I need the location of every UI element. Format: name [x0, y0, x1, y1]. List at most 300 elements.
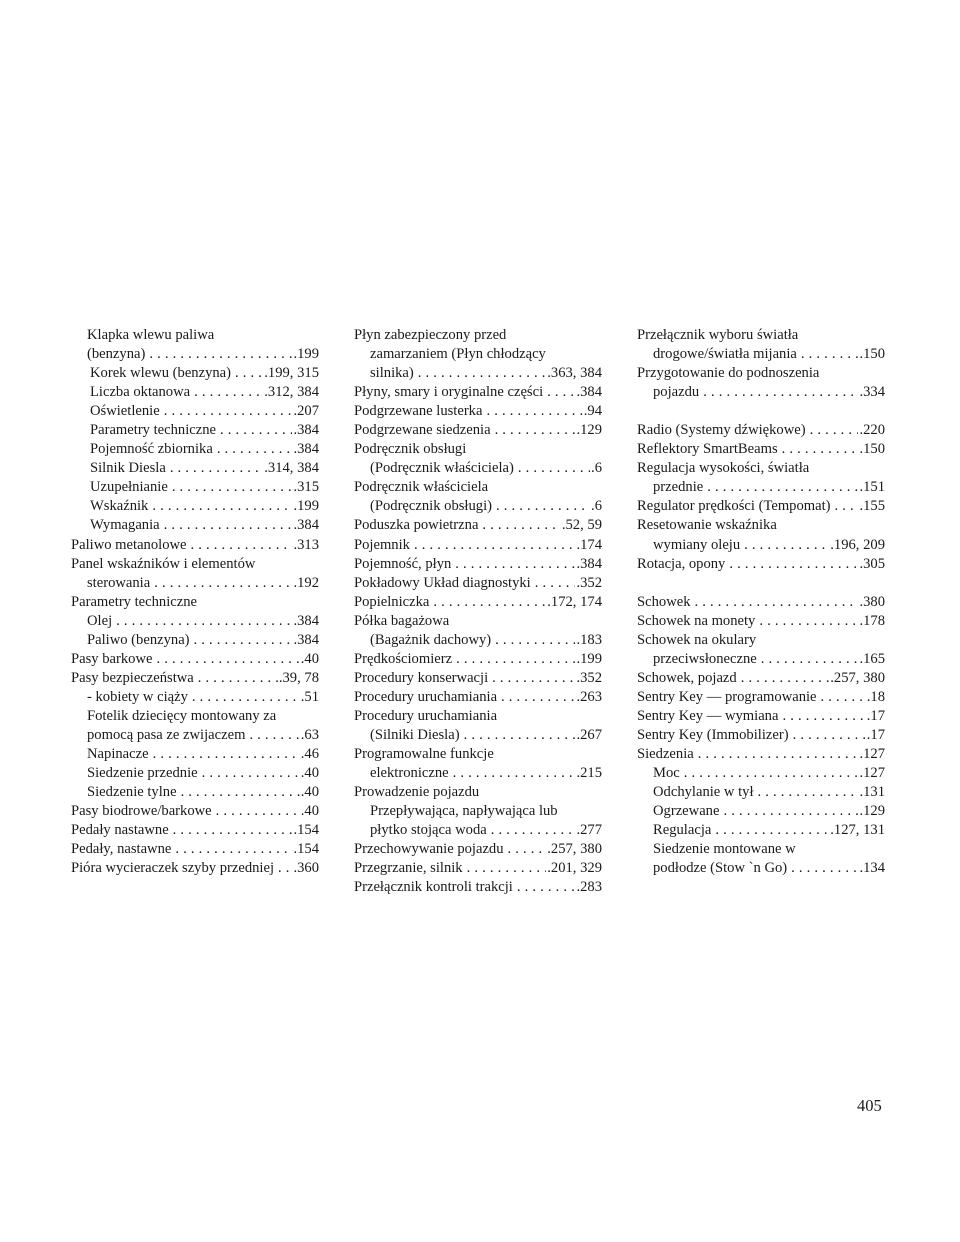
index-entry: [354, 478, 602, 497]
entry-term: Reflektory SmartBeams: [637, 441, 778, 458]
leader-dots: [220, 421, 292, 440]
entry-page-ref: .199: [293, 498, 319, 515]
entry-term: Schowek na monety: [637, 612, 756, 629]
index-entry: [354, 364, 602, 383]
index-entry: [71, 726, 319, 745]
leader-dots: [202, 764, 300, 783]
index-entry: [354, 669, 602, 688]
entry-page-ref: .131: [859, 784, 885, 801]
entry-page-ref: .18: [866, 688, 885, 705]
index-entry: [354, 688, 602, 707]
entry-page-ref: .6: [591, 498, 602, 515]
leader-dots: [172, 478, 293, 497]
leader-dots: [192, 688, 300, 707]
leader-dots: [821, 688, 866, 707]
entry-page-ref: .305: [859, 555, 885, 572]
index-entry: [354, 402, 602, 421]
entry-page-ref: .384: [293, 612, 319, 629]
leader-dots: [116, 612, 292, 631]
entry-term: - kobiety w ciąży: [87, 688, 188, 705]
entry-page-ref: .192: [293, 574, 319, 591]
entry-page-ref: .334: [859, 384, 885, 401]
entry-page-ref: .312, 384: [264, 384, 319, 401]
entry-page-ref: .6: [591, 460, 602, 477]
index-entry: [354, 859, 602, 878]
entry-term: Procedury uruchamiania: [354, 688, 498, 705]
entry-term: Odchylanie w tył: [653, 784, 754, 801]
leader-dots: [482, 516, 560, 535]
index-entry: [71, 574, 319, 593]
entry-page-ref: .215: [576, 765, 602, 782]
index-entry: [354, 555, 602, 574]
entry-term: płytko stojąca woda: [370, 822, 487, 839]
index-entry: [71, 383, 319, 402]
index-entry: [71, 421, 319, 440]
entry-term: Procedury konserwacji: [354, 669, 489, 686]
leader-dots: [154, 574, 292, 593]
index-entry: [354, 345, 602, 364]
leader-dots: [495, 421, 576, 440]
index-entry: [637, 421, 885, 440]
index-entry: [71, 859, 319, 878]
entry-page-ref: .196, 209: [830, 536, 885, 553]
entry-term: Programowalne funkcje: [354, 746, 494, 763]
leader-dots: [216, 802, 300, 821]
leader-dots: [547, 383, 575, 402]
leader-dots: [518, 459, 590, 478]
entry-page-ref: .220: [859, 422, 885, 439]
entry-page-ref: .165: [859, 650, 885, 667]
entry-term: wymiany oleju: [653, 536, 741, 553]
index-entry: [637, 516, 885, 535]
leader-dots: [810, 421, 859, 440]
entry-page-ref: .129: [576, 422, 602, 439]
index-entry: [354, 536, 602, 555]
index-entry: [637, 783, 885, 802]
entry-page-ref: .127: [859, 746, 885, 763]
entry-page-ref: .174: [576, 536, 602, 553]
index-entry: [637, 840, 885, 859]
entry-page-ref: .384: [293, 517, 319, 534]
index-entry: [637, 764, 885, 783]
entry-page-ref: .154: [293, 822, 319, 839]
entry-term: Płyn zabezpieczony przed: [354, 327, 507, 343]
entry-page-ref: .63: [300, 726, 319, 743]
entry-term: Panel wskaźników i elementów: [71, 555, 256, 572]
entry-page-ref: .315: [293, 479, 319, 496]
leader-dots: [170, 459, 263, 478]
leader-dots: [782, 707, 865, 726]
index-entry: [637, 745, 885, 764]
entry-term: Fotelik dziecięcy montowany za: [87, 707, 277, 724]
entry-term: Płyny, smary i oryginalne części: [354, 384, 544, 401]
entry-term: Liczba oktanowa: [90, 384, 191, 401]
index-entry: [637, 383, 885, 402]
index-entry: [71, 650, 319, 669]
leader-dots: [194, 631, 293, 650]
index-entry: [71, 593, 319, 612]
index-entry: [637, 440, 885, 459]
entry-term: Prowadzenie pojazdu: [354, 784, 480, 801]
index-entry: [354, 840, 602, 859]
index-entry: [354, 631, 602, 650]
page-number: 405: [857, 1096, 882, 1115]
entry-term: Korek wlewu (benzyna): [90, 365, 232, 382]
entry-term: Parametry techniczne: [90, 422, 217, 439]
entry-term: Oświetlenie: [90, 403, 160, 420]
index-entry: [71, 707, 319, 726]
entry-term: Siedzenie montowane w: [653, 841, 796, 858]
index-entry: [71, 821, 319, 840]
entry-term: Schowek, pojazd: [637, 669, 737, 686]
entry-page-ref: .151: [859, 479, 885, 496]
leader-dots: [152, 497, 292, 516]
entry-page-ref: .134: [859, 860, 885, 877]
leader-dots: [181, 783, 300, 802]
entry-page-ref: .40: [300, 765, 319, 782]
index-entry: [71, 536, 319, 555]
entry-term: elektroniczne: [370, 765, 449, 782]
entry-term: Uzupełnianie: [90, 479, 168, 496]
index-gap: [637, 574, 885, 593]
entry-term: Przegrzanie, silnik: [354, 860, 463, 877]
entry-page-ref: .277: [576, 822, 602, 839]
entry-page-ref: .52, 59: [561, 517, 602, 534]
leader-dots: [156, 650, 299, 669]
entry-term: przednie: [653, 479, 704, 496]
entry-page-ref: .384: [293, 631, 319, 648]
entry-term: Ogrzewane: [653, 803, 720, 820]
leader-dots: [517, 878, 576, 897]
entry-term: Podgrzewane lusterka: [354, 403, 483, 420]
entry-term: Rotacja, opony: [637, 555, 726, 572]
entry-term: przeciwsłoneczne: [653, 650, 757, 667]
leader-dots: [782, 440, 859, 459]
index-entry: [354, 497, 602, 516]
leader-dots: [414, 536, 576, 555]
leader-dots: [191, 536, 293, 555]
entry-term: (Bagażnik dachowy): [370, 631, 492, 648]
leader-dots: [175, 840, 292, 859]
index-entry: [71, 802, 319, 821]
leader-dots: [723, 802, 858, 821]
index-entry: [637, 555, 885, 574]
entry-page-ref: .384: [293, 422, 319, 439]
index-entry: [354, 821, 602, 840]
index-entry: [71, 555, 319, 574]
entry-page-ref: .150: [859, 346, 885, 363]
leader-dots: [793, 726, 866, 745]
leader-dots: [715, 821, 829, 840]
index-entry: [354, 745, 602, 764]
leader-dots: [149, 345, 292, 364]
index-entry: [71, 612, 319, 631]
leader-dots: [173, 821, 293, 840]
entry-term: (Silniki Diesla): [370, 726, 460, 743]
leader-dots: [703, 383, 858, 402]
index-entry: [354, 440, 602, 459]
entry-term: Regulator prędkości (Tempomat): [637, 498, 831, 515]
index-entry: [354, 726, 602, 745]
leader-dots: [684, 764, 859, 783]
entry-term: Wskaźnik: [90, 498, 149, 515]
entry-term: Resetowanie wskaźnika: [637, 517, 777, 534]
leader-dots: [217, 440, 293, 459]
index-entry: [354, 612, 602, 631]
entry-page-ref: .257, 380: [830, 669, 885, 686]
entry-term: Siedzenie tylne: [87, 784, 177, 801]
entry-page-ref: .384: [576, 384, 602, 401]
entry-term: Półka bagażowa: [354, 612, 450, 629]
entry-term: Poduszka powietrzna: [354, 517, 479, 534]
entry-term: Podręcznik obsługi: [354, 441, 467, 458]
leader-dots: [759, 612, 858, 631]
entry-term: Pasy barkowe: [71, 650, 153, 667]
entry-page-ref: .263: [576, 688, 602, 705]
entry-term: Sentry Key — wymiana: [637, 707, 779, 724]
leader-dots: [496, 497, 590, 516]
leader-dots: [278, 859, 292, 878]
entry-term: Prędkościomierz: [354, 650, 453, 667]
index-entry: [71, 764, 319, 783]
leader-dots: [198, 669, 278, 688]
index-column-3: [637, 326, 885, 878]
index-entry: [637, 364, 885, 383]
entry-term: pojazdu: [653, 384, 700, 401]
entry-term: Pojemność, płyn: [354, 555, 452, 572]
entry-term: Pokładowy Układ diagnostyki: [354, 574, 531, 591]
leader-dots: [418, 364, 546, 383]
entry-term: Procedury uruchamiania: [354, 707, 498, 724]
leader-dots: [249, 726, 299, 745]
entry-page-ref: .40: [300, 784, 319, 801]
index-entry: [637, 478, 885, 497]
index-entry: [71, 478, 319, 497]
index-entry: [637, 859, 885, 878]
index-entry: [71, 459, 319, 478]
index-entry: [71, 783, 319, 802]
index-entry: [71, 497, 319, 516]
index-entry: [637, 650, 885, 669]
index-entry: [637, 593, 885, 612]
entry-term: Paliwo (benzyna): [87, 631, 190, 648]
entry-term: Przełącznik wyboru światła: [637, 327, 799, 343]
index-gap: [637, 402, 885, 421]
entry-page-ref: .40: [300, 650, 319, 667]
entry-term: Sentry Key — programowanie: [637, 688, 817, 705]
entry-page-ref: .257, 380: [547, 841, 602, 858]
leader-dots: [495, 631, 575, 650]
entry-page-ref: .380: [859, 593, 885, 610]
leader-dots: [486, 402, 582, 421]
entry-term: sterowania: [87, 574, 151, 591]
entry-page-ref: .51: [300, 688, 319, 705]
index-entry: [71, 326, 319, 345]
entry-term: Pasy bezpieczeństwa: [71, 669, 194, 686]
entry-term: Przygotowanie do podnoszenia: [637, 365, 820, 382]
index-entry: [354, 764, 602, 783]
entry-page-ref: .267: [576, 726, 602, 743]
index-entry: [637, 459, 885, 478]
entry-page-ref: .127: [859, 765, 885, 782]
index-entry: [354, 421, 602, 440]
entry-term: (Podręcznik właściciela): [370, 460, 514, 477]
index-entry: [354, 516, 602, 535]
entry-page-ref: .384: [576, 555, 602, 572]
index-entry: [71, 516, 319, 535]
index-column-2: [354, 326, 602, 897]
entry-term: Popielniczka: [354, 593, 430, 610]
entry-page-ref: .352: [576, 669, 602, 686]
entry-term: Wymagania: [90, 517, 160, 534]
index-entry: [637, 326, 885, 345]
leader-dots: [492, 669, 575, 688]
entry-term: Regulacja wysokości, światła: [637, 460, 810, 477]
leader-dots: [535, 574, 576, 593]
entry-page-ref: .94: [583, 403, 602, 420]
entry-page-ref: .150: [859, 441, 885, 458]
entry-term: Pióra wycieraczek szyby przedniej: [71, 860, 275, 877]
index-entry: [637, 345, 885, 364]
entry-page-ref: .201, 329: [547, 860, 602, 877]
entry-term: Pasy biodrowe/barkowe: [71, 803, 212, 820]
leader-dots: [761, 650, 859, 669]
entry-term: Przechowywanie pojazdu: [354, 841, 504, 858]
entry-term: Paliwo metanolowe: [71, 536, 187, 553]
index-entry: [637, 536, 885, 555]
entry-page-ref: .129: [859, 803, 885, 820]
entry-page-ref: .46: [300, 746, 319, 763]
index-entry: [637, 631, 885, 650]
leader-dots: [194, 383, 263, 402]
index-entry: [354, 459, 602, 478]
leader-dots: [791, 859, 858, 878]
index-entry: [71, 840, 319, 859]
leader-dots: [164, 402, 293, 421]
entry-page-ref: .313: [293, 536, 319, 553]
entry-term: zamarzaniem (Płyn chłodzący: [370, 346, 546, 363]
index-entry: [354, 783, 602, 802]
entry-page-ref: .127, 131: [830, 822, 885, 839]
leader-dots: [698, 745, 859, 764]
index-entry: [354, 707, 602, 726]
entry-term: Pojemność zbiornika: [90, 441, 213, 458]
leader-dots: [456, 650, 575, 669]
entry-term: Podgrzewane siedzenia: [354, 422, 491, 439]
index-entry: [71, 364, 319, 383]
entry-term: silnika): [370, 365, 414, 382]
entry-term: podłodze (Stow `n Go): [653, 860, 788, 877]
index-entry: [354, 574, 602, 593]
entry-page-ref: .17: [866, 726, 885, 743]
index-entry: [71, 669, 319, 688]
leader-dots: [744, 536, 829, 555]
index-entry: [637, 726, 885, 745]
entry-page-ref: .199: [576, 650, 602, 667]
index-entry: [71, 345, 319, 364]
index-entry: [354, 383, 602, 402]
leader-dots: [153, 745, 300, 764]
index-entry: [637, 707, 885, 726]
index-entry: [354, 650, 602, 669]
entry-term: Regulacja: [653, 822, 712, 839]
leader-dots: [491, 821, 576, 840]
entry-page-ref: .17: [866, 707, 885, 724]
entry-term: Parametry techniczne: [71, 593, 198, 610]
entry-term: Pedały, nastawne: [71, 841, 172, 858]
leader-dots: [729, 555, 858, 574]
entry-page-ref: .155: [859, 498, 885, 515]
index-entry: [637, 821, 885, 840]
entry-page-ref: .207: [293, 403, 319, 420]
leader-dots: [501, 688, 575, 707]
leader-dots: [695, 593, 859, 612]
entry-page-ref: .183: [576, 631, 602, 648]
entry-page-ref: .199, 315: [264, 365, 319, 382]
leader-dots: [164, 516, 293, 535]
index-entry: [354, 593, 602, 612]
index-entry: [71, 688, 319, 707]
index-entry: [637, 802, 885, 821]
leader-dots: [707, 478, 858, 497]
index-entry: [354, 878, 602, 897]
leader-dots: [464, 726, 576, 745]
entry-term: Pedały nastawne: [71, 822, 169, 839]
entry-term: Przepływająca, napływająca lub: [370, 803, 558, 820]
index-entry: [637, 612, 885, 631]
entry-term: Sentry Key (Immobilizer): [637, 726, 789, 743]
entry-page-ref: .154: [293, 841, 319, 858]
leader-dots: [453, 764, 576, 783]
entry-term: Radio (Systemy dźwiękowe): [637, 422, 806, 439]
entry-term: drogowe/światła mijania: [653, 346, 797, 363]
leader-dots: [835, 497, 859, 516]
leader-dots: [235, 364, 263, 383]
entry-page-ref: .199: [293, 346, 319, 363]
entry-page-ref: .172, 174: [547, 593, 602, 610]
entry-term: Siedzenie przednie: [87, 765, 198, 782]
leader-dots: [433, 593, 546, 612]
entry-page-ref: .360: [293, 860, 319, 877]
index-entry: [71, 631, 319, 650]
entry-page-ref: .283: [576, 879, 602, 896]
entry-page-ref: .39, 78: [278, 669, 319, 686]
index-column-1: [71, 326, 319, 878]
entry-term: Klapka wlewu paliwa: [87, 327, 215, 343]
entry-term: Pojemnik: [354, 536, 410, 553]
entry-term: Podręcznik właściciela: [354, 479, 489, 496]
index-entry: [354, 802, 602, 821]
entry-term: Siedzenia: [637, 746, 694, 763]
leader-dots: [801, 345, 859, 364]
entry-term: Silnik Diesla: [90, 460, 166, 477]
index-entry: [71, 440, 319, 459]
index-entry: [637, 669, 885, 688]
entry-term: Schowek: [637, 593, 691, 610]
entry-term: (Podręcznik obsługi): [370, 498, 492, 515]
entry-term: (benzyna): [87, 346, 146, 363]
entry-page-ref: .352: [576, 574, 602, 591]
entry-page-ref: .40: [300, 803, 319, 820]
leader-dots: [508, 840, 547, 859]
index-entry: [637, 688, 885, 707]
entry-page-ref: .314, 384: [264, 460, 319, 477]
entry-term: Schowek na okulary: [637, 631, 757, 648]
index-entry: [71, 402, 319, 421]
entry-term: Moc: [653, 765, 680, 782]
index-entry: [71, 745, 319, 764]
entry-term: Przełącznik kontroli trakcji: [354, 879, 513, 896]
